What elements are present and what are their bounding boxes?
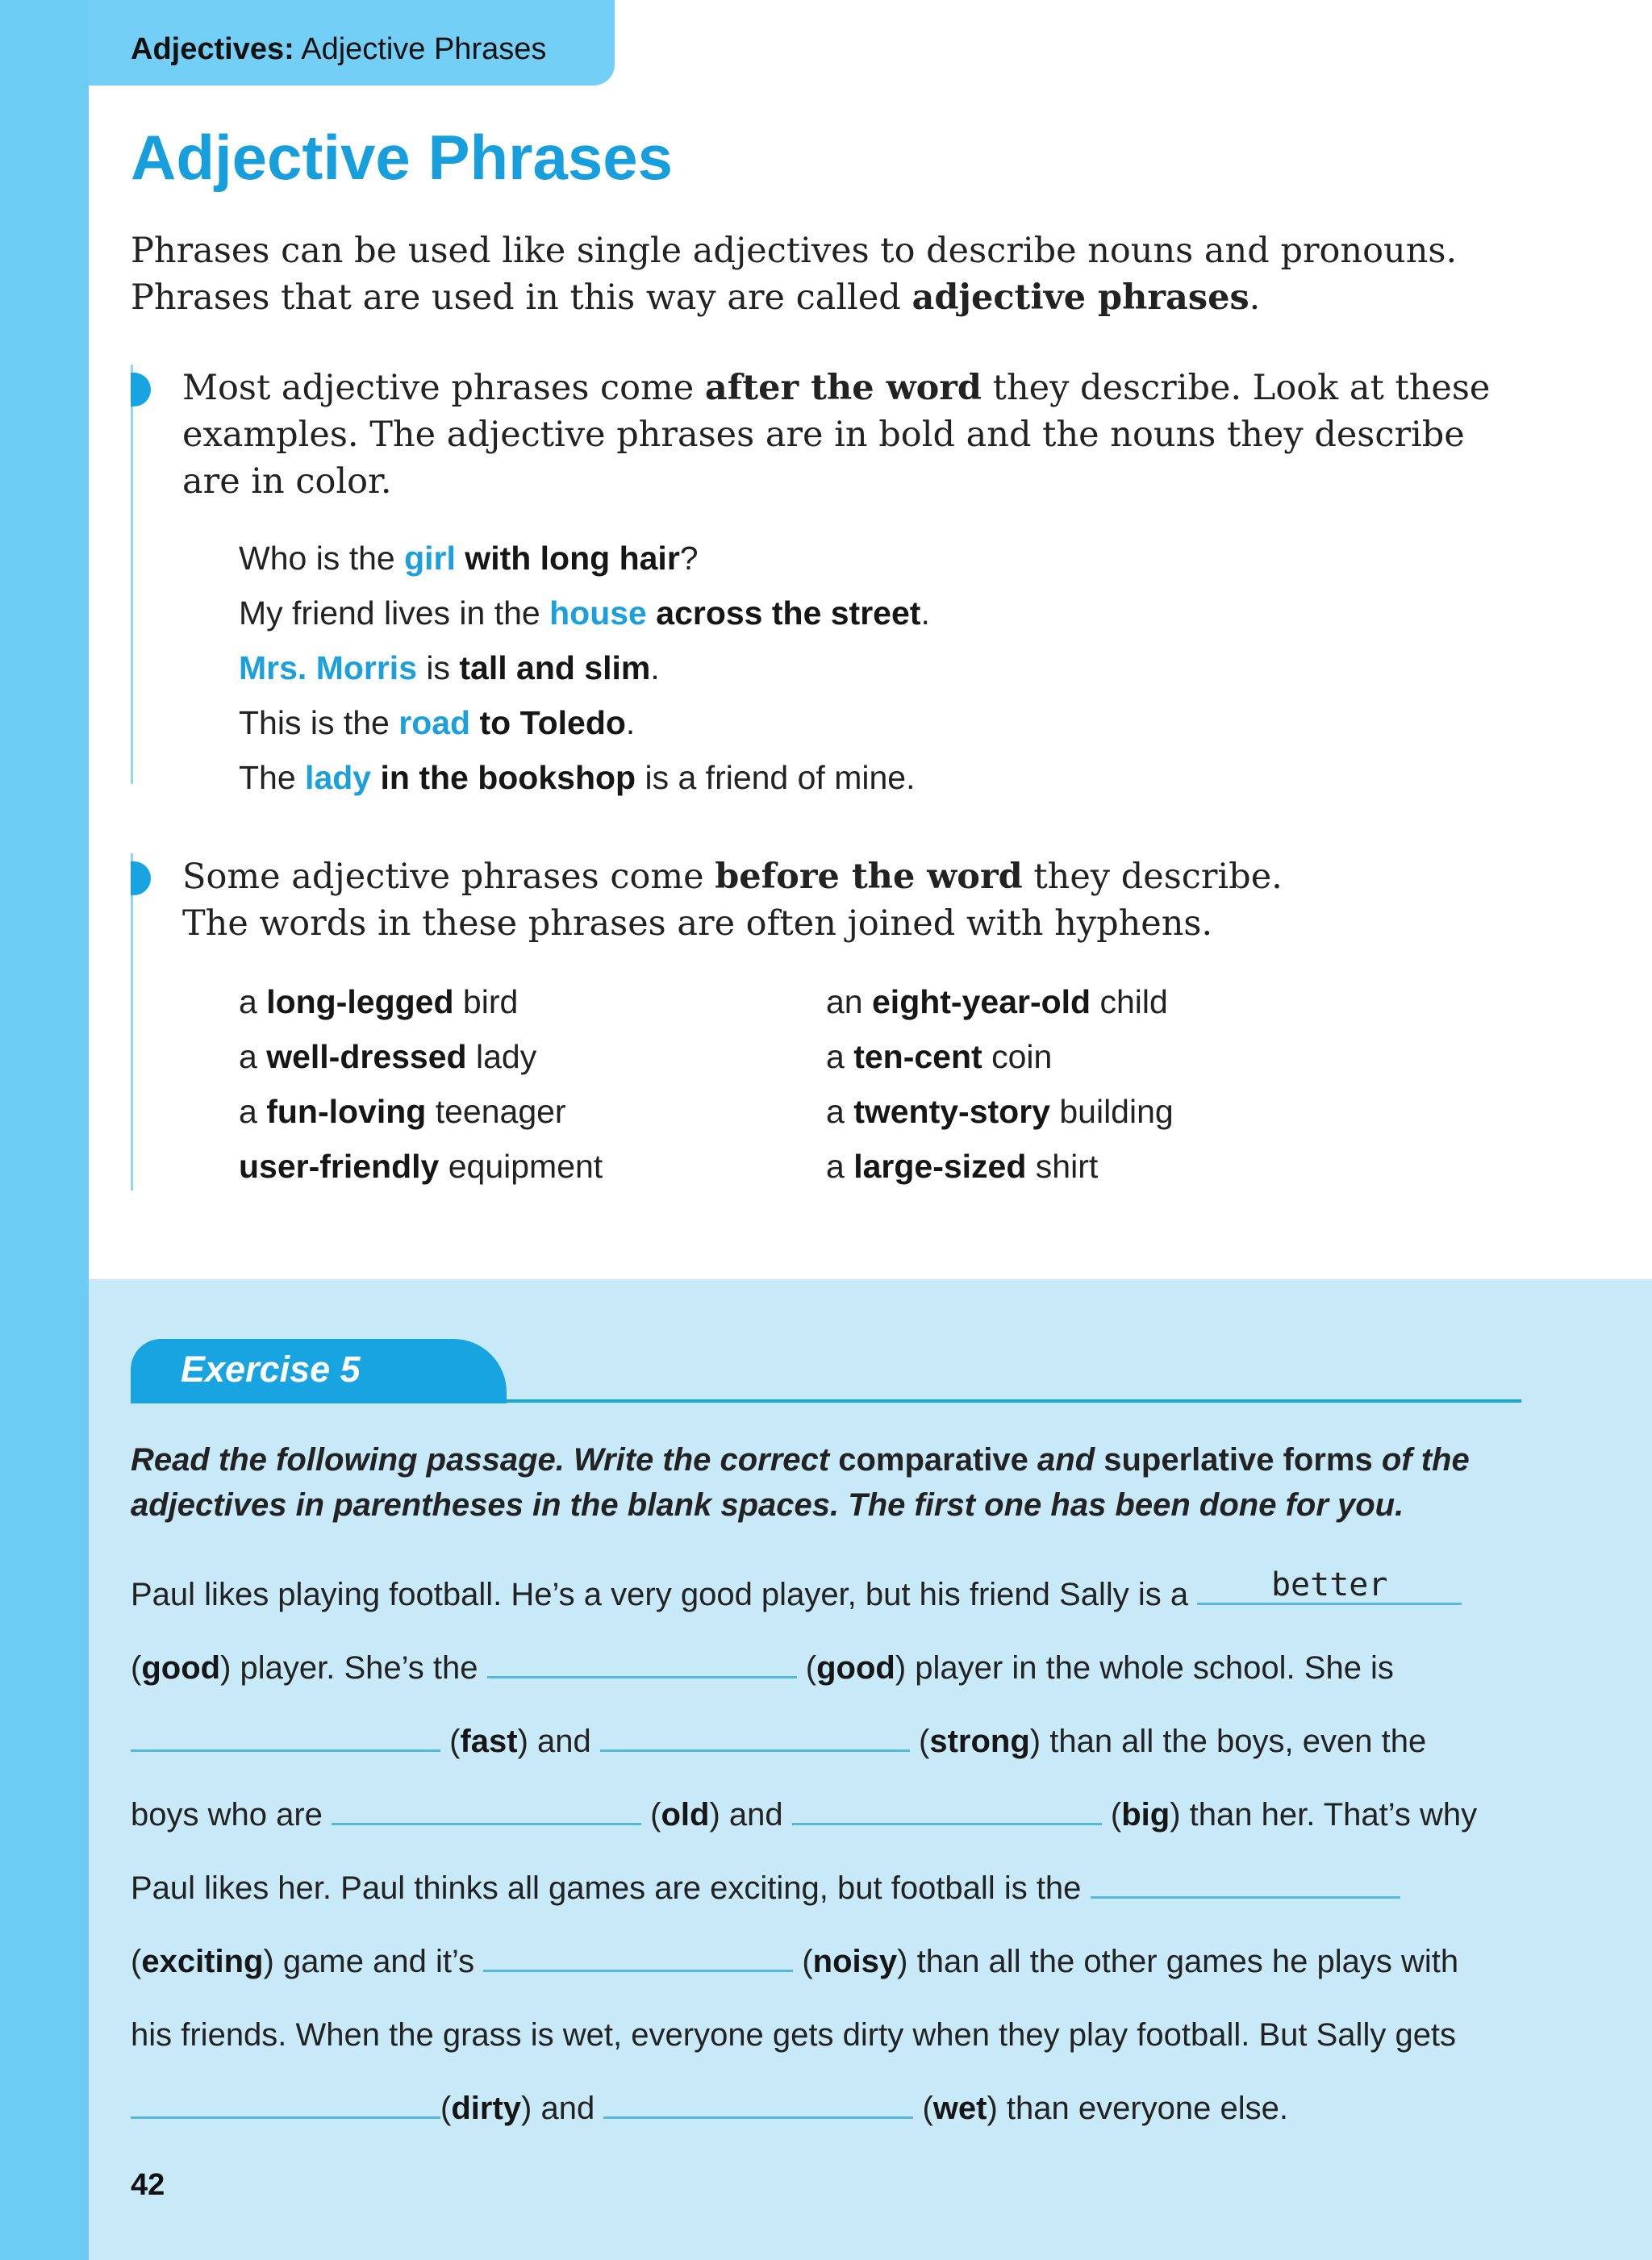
answer-blank-10[interactable] xyxy=(603,2092,913,2119)
passage-text: ) than her. That’s why xyxy=(1170,1797,1478,1833)
text: is a friend of mine. xyxy=(636,759,916,796)
exercise-label: Exercise 5 xyxy=(131,1339,507,1403)
answer-blank-8[interactable] xyxy=(483,1945,793,1972)
text xyxy=(456,540,465,577)
paren: ( xyxy=(802,1944,813,1979)
bullet-marker xyxy=(131,373,151,407)
section2-bold: before the word xyxy=(715,857,1023,897)
phrase-example xyxy=(239,1037,536,1076)
phrase-example xyxy=(826,1147,1098,1186)
passage-line-6 xyxy=(131,1925,1575,1999)
answer-blank-5[interactable] xyxy=(332,1799,641,1825)
example-sentence xyxy=(239,703,635,742)
phrase-example xyxy=(826,1037,1052,1076)
adjective-phrase: fun-loving xyxy=(266,1093,427,1130)
bullet-marker xyxy=(131,861,151,895)
text xyxy=(371,759,380,796)
passage-line-3 xyxy=(131,1705,1575,1778)
passage-text: ) and xyxy=(521,2091,604,2126)
article: a xyxy=(239,1093,267,1130)
answer-blank-1[interactable] xyxy=(1197,1566,1462,1605)
adjective-phrase: large-sized xyxy=(853,1148,1027,1185)
adjective-phrase: ten-cent xyxy=(853,1038,982,1075)
passage-text: his friends. When the grass is wet, everyone gets dirty when they play football. But Sally gets xyxy=(131,2017,1457,2053)
adjective-phrase: long-legged xyxy=(266,983,454,1020)
noun: lady xyxy=(466,1038,537,1075)
section2-pre: Some adjective phrases come xyxy=(182,857,715,897)
article: a xyxy=(239,983,267,1020)
section2-line-1 xyxy=(182,853,1521,900)
intro-text: Phrases that are used in this way are called xyxy=(131,277,912,318)
adjective-cue: fast xyxy=(460,1724,518,1759)
answer-blank-2[interactable] xyxy=(487,1652,797,1678)
example-sentence xyxy=(239,758,915,797)
adjective-phrase: across the street xyxy=(656,594,921,632)
intro-line-2 xyxy=(131,274,1583,321)
adjective-phrase: in the bookshop xyxy=(380,759,636,796)
passage-text: ) game and it’s xyxy=(263,1944,484,1979)
section1-pre: Most adjective phrases come xyxy=(182,368,705,408)
noun: shirt xyxy=(1026,1148,1099,1185)
adjective-phrase: tall and slim xyxy=(459,649,651,686)
noun: child xyxy=(1091,983,1168,1020)
described-noun: Mrs. Morris xyxy=(239,649,417,686)
adjective-phrase: eight-year-old xyxy=(872,983,1091,1020)
adjective-cue: exciting xyxy=(141,1944,264,1979)
adjective-cue: strong xyxy=(929,1724,1030,1759)
instr-term-superlative: superlative forms xyxy=(1103,1442,1373,1478)
passage-line-1 xyxy=(131,1558,1575,1632)
text xyxy=(647,594,656,632)
described-noun: girl xyxy=(404,540,456,577)
passage-text: ) player. She’s the xyxy=(220,1650,487,1686)
text: is xyxy=(417,649,460,686)
text: My friend lives in the xyxy=(239,594,550,632)
header-topic: Adjective Phrases xyxy=(301,32,547,66)
section-rule xyxy=(131,853,133,1190)
noun: teenager xyxy=(426,1093,566,1130)
article: a xyxy=(826,1148,854,1185)
exercise-instructions xyxy=(131,1437,1534,1528)
adjective-cue: wet xyxy=(932,2091,987,2126)
text: This is the xyxy=(239,704,399,741)
adjective-cue: good xyxy=(141,1650,221,1686)
passage-text: ) and xyxy=(517,1724,600,1759)
passage-line-2 xyxy=(131,1632,1575,1705)
instr-text: and xyxy=(1028,1442,1104,1478)
answer-blank-4[interactable] xyxy=(600,1725,910,1752)
adjective-phrase: well-dressed xyxy=(266,1038,467,1075)
section2-line-2: The words in these phrases are often joined with hyphens. xyxy=(182,903,1213,944)
passage-text: ) than all the other games he plays with xyxy=(897,1944,1459,1979)
text: . xyxy=(650,649,660,686)
paren: ( xyxy=(919,1724,930,1759)
instr-text: of the adjectives in parentheses in the blank spaces. The first one has been done for you. xyxy=(131,1442,1470,1523)
phrase-example xyxy=(239,1147,603,1186)
passage-line-4 xyxy=(131,1778,1575,1852)
header-section: Adjectives: xyxy=(131,32,294,66)
section-header-tab xyxy=(89,0,615,85)
passage-text: Paul likes her. Paul thinks all games are exciting, but football is the xyxy=(131,1870,1091,1906)
section1-bold: after the word xyxy=(704,368,982,408)
page-title: Adjective Phrases xyxy=(131,122,674,193)
example-sentence xyxy=(239,539,699,578)
article: a xyxy=(826,1038,854,1075)
paren: ( xyxy=(805,1650,817,1686)
article: a xyxy=(826,1093,854,1130)
phrase-example xyxy=(826,1092,1174,1131)
described-noun: road xyxy=(398,704,471,741)
described-noun: house xyxy=(549,594,647,632)
phrase-example xyxy=(826,982,1168,1021)
section1-post: they describe. Look at these examples. The adjective phrases are in bold and the nouns they describe are in color. xyxy=(182,368,1491,502)
passage-text: Paul likes playing football. He’s a very good player, but his friend Sally is a xyxy=(131,1577,1198,1612)
article: an xyxy=(826,983,872,1020)
paren: ( xyxy=(650,1797,661,1833)
adjective-cue: dirty xyxy=(451,2091,522,2126)
adjective-phrase: user-friendly xyxy=(239,1148,440,1185)
section-rule xyxy=(131,365,133,784)
paren: ( xyxy=(131,1650,142,1686)
passage-text: ) than all the boys, even the xyxy=(1029,1724,1427,1759)
passage-text: boys who are xyxy=(131,1797,332,1833)
section-after-word xyxy=(131,365,1566,796)
passage-text: ) than everyone else. xyxy=(987,2091,1289,2126)
text: . xyxy=(625,704,636,741)
section-before-word xyxy=(131,853,1566,1190)
intro-bold-term: adjective phrases xyxy=(912,277,1249,318)
noun: coin xyxy=(982,1038,1053,1075)
intro-period: . xyxy=(1249,277,1261,318)
paren: ( xyxy=(1110,1797,1122,1833)
section1-text xyxy=(182,365,1521,505)
passage-line-7 xyxy=(131,1999,1575,2072)
adjective-phrase: with long hair xyxy=(465,540,680,577)
instr-text: Read the following passage. Write the correct xyxy=(131,1442,839,1478)
section2-text xyxy=(182,853,1521,947)
paren: ( xyxy=(449,1724,461,1759)
filled-answer: better xyxy=(1270,1566,1388,1603)
text: ? xyxy=(679,540,699,577)
paren: ( xyxy=(440,2091,452,2126)
adjective-phrase: twenty-story xyxy=(853,1093,1050,1130)
answer-blank-9[interactable] xyxy=(131,2092,440,2119)
text xyxy=(470,704,479,741)
example-sentence xyxy=(239,648,660,687)
adjective-cue: old xyxy=(661,1797,710,1833)
noun: building xyxy=(1049,1093,1174,1130)
phrase-example xyxy=(239,1092,566,1131)
answer-blank-6[interactable] xyxy=(792,1799,1102,1825)
passage-line-8 xyxy=(131,2072,1575,2145)
described-noun: lady xyxy=(305,759,372,796)
paren: ( xyxy=(922,2091,933,2126)
instr-term-comparative: comparative xyxy=(838,1442,1028,1478)
noun: equipment xyxy=(439,1148,603,1185)
adjective-cue: good xyxy=(816,1650,895,1686)
paren: ( xyxy=(131,1944,142,1979)
intro-line-1: Phrases can be used like single adjectives to describe nouns and pronouns. xyxy=(131,231,1458,271)
text: The xyxy=(239,759,306,796)
text: . xyxy=(920,594,930,632)
exercise-rule xyxy=(507,1399,1521,1403)
section2-post: they describe. xyxy=(1022,857,1283,897)
adjective-cue: big xyxy=(1121,1797,1170,1833)
adjective-cue: noisy xyxy=(812,1944,898,1979)
answer-blank-3[interactable] xyxy=(131,1725,440,1752)
text: Who is the xyxy=(239,540,405,577)
example-sentence xyxy=(239,594,930,632)
answer-blank-7[interactable] xyxy=(1091,1872,1400,1899)
passage-line-5 xyxy=(131,1852,1575,1925)
adjective-phrase: to Toledo xyxy=(479,704,626,741)
intro-paragraph xyxy=(131,227,1583,321)
phrase-example xyxy=(239,982,518,1021)
page-number: 42 xyxy=(131,2168,165,2202)
passage-text: ) and xyxy=(709,1797,792,1833)
article: a xyxy=(239,1038,267,1075)
passage-text: ) player in the whole school. She is xyxy=(895,1650,1394,1686)
noun: bird xyxy=(453,983,519,1020)
